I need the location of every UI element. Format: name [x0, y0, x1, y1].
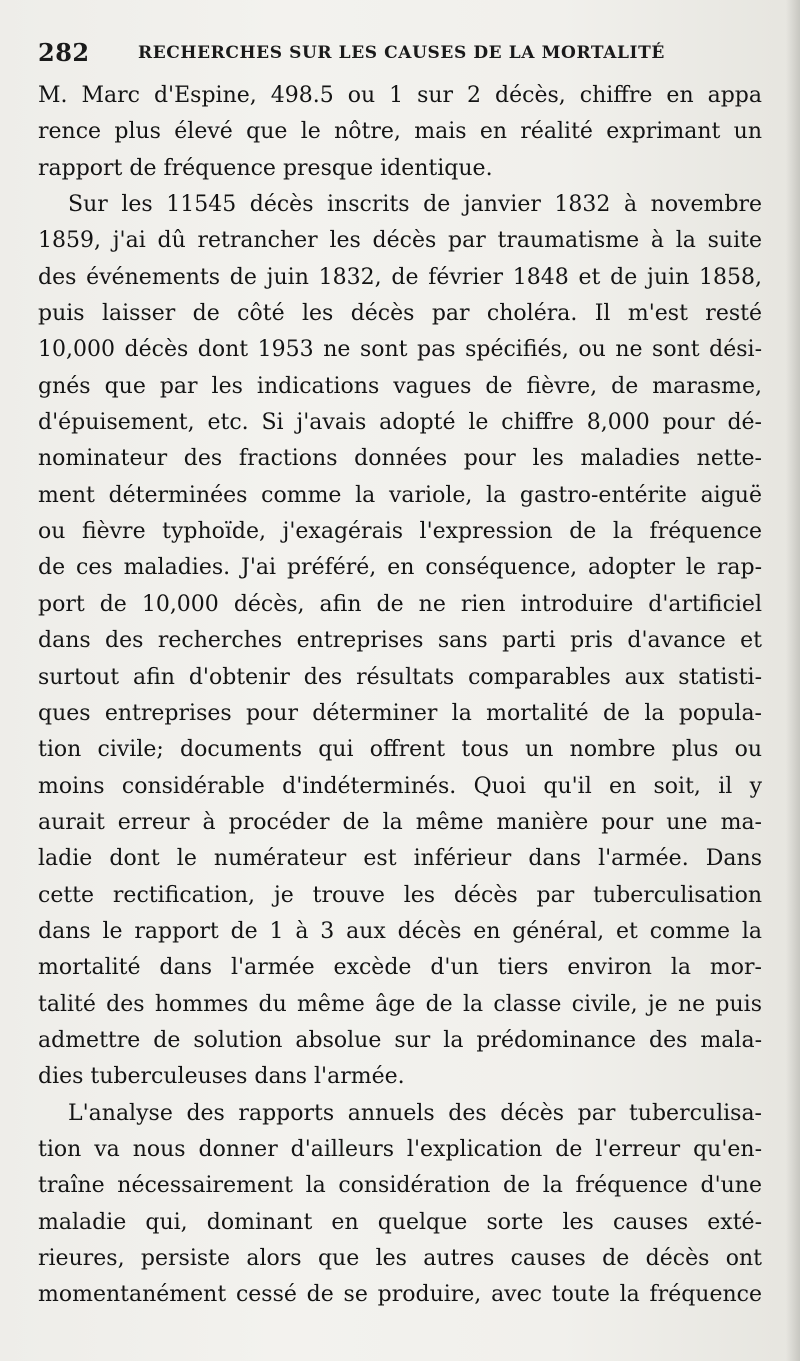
text-line: tion civile; documents qui offrent tous un nombre plus ou	[38, 737, 762, 763]
text-line: momentanément cessé de se produire, avec toute la fréquence	[38, 1282, 762, 1308]
body-text	[38, 78, 762, 1314]
text-line: d'épuisement, etc. Si j'avais adopté le chiffre 8,000 pour dé-	[38, 410, 762, 436]
text-line: ques entreprises pour déterminer la mortalité de la popula-	[38, 700, 762, 726]
text-line: moins considérable d'indéterminés. Quoi qu'il en soit, il y	[38, 773, 762, 799]
text-line: ment déterminées comme la variole, la gastro-entérite aiguë	[38, 482, 762, 508]
paragraph-start-line: Sur les 11545 décès inscrits de janvier 1832 à novembre	[68, 192, 762, 218]
text-line: rapport de fréquence presque identique.	[38, 155, 493, 181]
text-line: talité des hommes du même âge de la classe civile, je ne puis	[38, 991, 762, 1017]
text-line: ladie dont le numérateur est inférieur dans l'armée. Dans	[38, 846, 762, 872]
text-line: ou fièvre typhoïde, j'exagérais l'expression de la fréquence	[38, 519, 762, 545]
text-line: dies tuberculeuses dans l'armée.	[38, 1064, 405, 1090]
text-line: puis laisser de côté les décès par choléra. Il m'est resté	[38, 301, 762, 327]
text-line: dans des recherches entreprises sans parti pris d'avance et	[38, 628, 762, 654]
text-line: de ces maladies. J'ai préféré, en conséquence, adopter le rap-	[38, 555, 762, 581]
text-line: gnés que par les indications vagues de fièvre, de marasme,	[38, 373, 762, 399]
text-line: nominateur des fractions données pour les maladies nette-	[38, 446, 762, 472]
running-title: RECHERCHES SUR LES CAUSES DE LA MORTALITÉ	[138, 43, 665, 63]
paragraph-start-line: L'analyse des rapports annuels des décès par tuberculisa-	[68, 1100, 762, 1126]
text-line: aurait erreur à procéder de la même manière pour une ma-	[38, 809, 762, 835]
text-line: port de 10,000 décès, afin de ne rien introduire d'artificiel	[38, 591, 762, 617]
text-line: mortalité dans l'armée excède d'un tiers environ la mor-	[38, 955, 762, 981]
page-number: 282	[38, 38, 90, 67]
text-line: traîne nécessairement la considération de la fréquence d'une	[38, 1173, 762, 1199]
page-header	[38, 38, 758, 72]
text-line: admettre de solution absolue sur la prédominance des mala-	[38, 1027, 762, 1053]
text-line: maladie qui, dominant en quelque sorte les causes exté-	[38, 1209, 762, 1235]
text-line: 10,000 décès dont 1953 ne sont pas spécifiés, ou ne sont dési-	[38, 337, 762, 363]
text-line: M. Marc d'Espine, 498.5 ou 1 sur 2 décès, chiffre en appa	[38, 83, 762, 108]
text-line: dans le rapport de 1 à 3 aux décès en général, et comme la	[38, 918, 762, 944]
text-line: cette rectification, je trouve les décès par tuberculisation	[38, 882, 762, 908]
text-line: des événements de juin 1832, de février 1848 et de juin 1858,	[38, 264, 762, 290]
text-line: surtout afin d'obtenir des résultats comparables aux statisti-	[38, 664, 762, 690]
page-edge-shadow	[786, 0, 800, 1361]
text-line: 1859, j'ai dû retrancher les décès par traumatisme à la suite	[38, 228, 762, 254]
text-line: tion va nous donner d'ailleurs l'explication de l'erreur qu'en-	[38, 1136, 762, 1162]
text-line: rieures, persiste alors que les autres causes de décès ont	[38, 1246, 762, 1271]
text-line: rence plus élevé que le nôtre, mais en réalité exprimant un	[38, 119, 762, 145]
